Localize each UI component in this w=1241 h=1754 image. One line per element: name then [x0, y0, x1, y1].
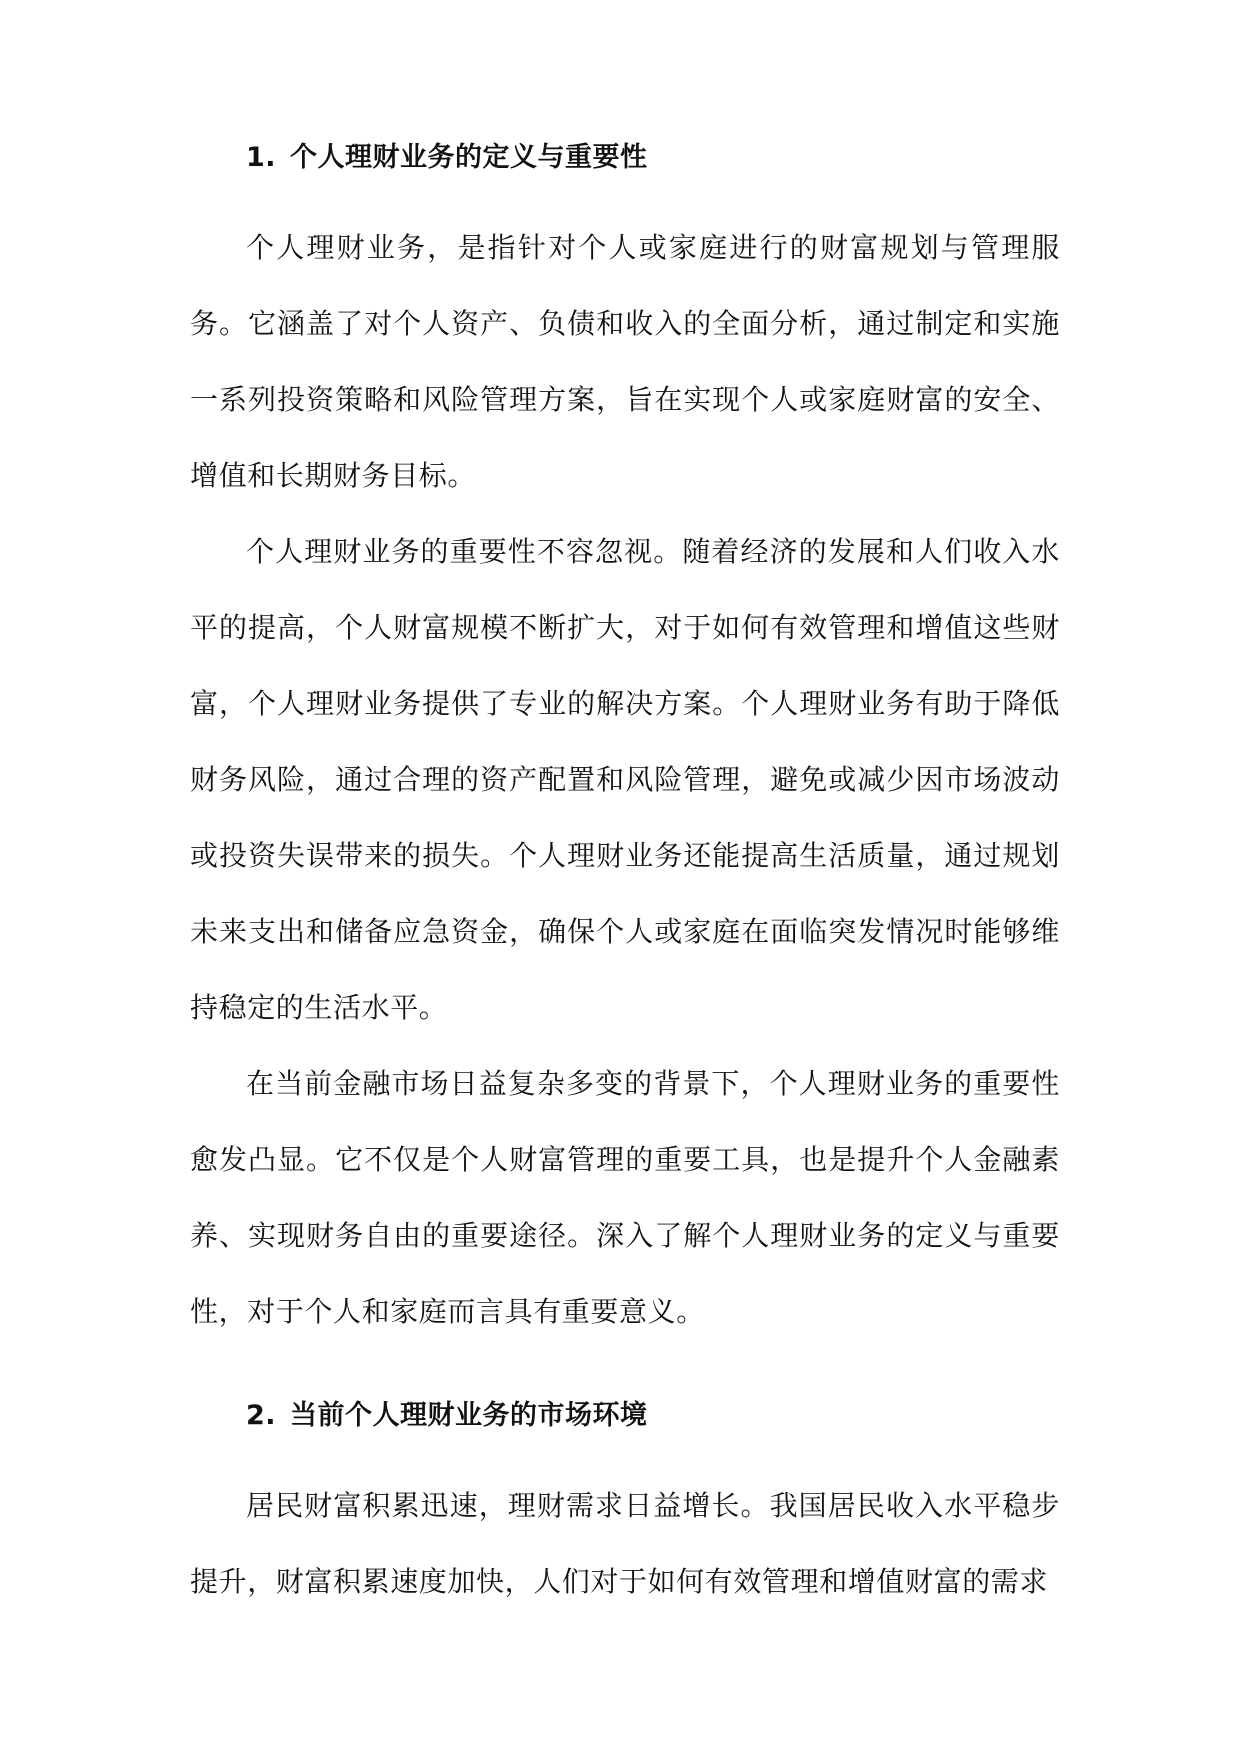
section-number-1: 1. [246, 142, 277, 173]
paragraph-1-3: 在当前金融市场日益复杂多变的背景下，个人理财业务的重要性愈发凸显。它不仅是个人财富管理的重要工具，也是提升个人金融素养、实现财务自由的重要途径。深入了解个人理财业务的定义与重要性，对于个人和家庭而言具有重要意义。 [190, 1067, 1060, 1328]
section-heading-1 [190, 140, 1060, 176]
section-number-2: 2. [246, 1400, 277, 1431]
section-spacer [190, 1350, 1060, 1398]
section-title-2: 当前个人理财业务的市场环境 [290, 1400, 648, 1431]
paragraph-2-1: 居民财富积累迅速，理财需求日益增长。我国居民收入水平稳步提升，财富积累速度加快，人们对于如何有效管理和增值财富的需求 [190, 1489, 1060, 1598]
section-heading-2 [190, 1398, 1060, 1434]
document-content [190, 140, 1060, 1620]
section-title-1: 个人理财业务的定义与重要性 [290, 142, 648, 173]
paragraph-1-1: 个人理财业务，是指针对个人或家庭进行的财富规划与管理服务。它涵盖了对个人资产、负债和收入的全面分析，通过制定和实施一系列投资策略和风险管理方案，旨在实现个人或家庭财富的安全、增值和长期财务目标。 [190, 231, 1060, 492]
paragraph-1-2: 个人理财业务的重要性不容忽视。随着经济的发展和人们收入水平的提高，个人财富规模不断扩大，对于如何有效管理和增值这些财富，个人理财业务提供了专业的解决方案。个人理财业务有助于降低财务风险，通过合理的资产配置和风险管理，避免或减少因市场波动或投资失误带来的损失。个人理财业务还能提高生活质量，通过规划未来支出和储备应急资金，确保个人或家庭在面临突发情况时能够维持稳定的生活水平。 [190, 535, 1060, 1024]
